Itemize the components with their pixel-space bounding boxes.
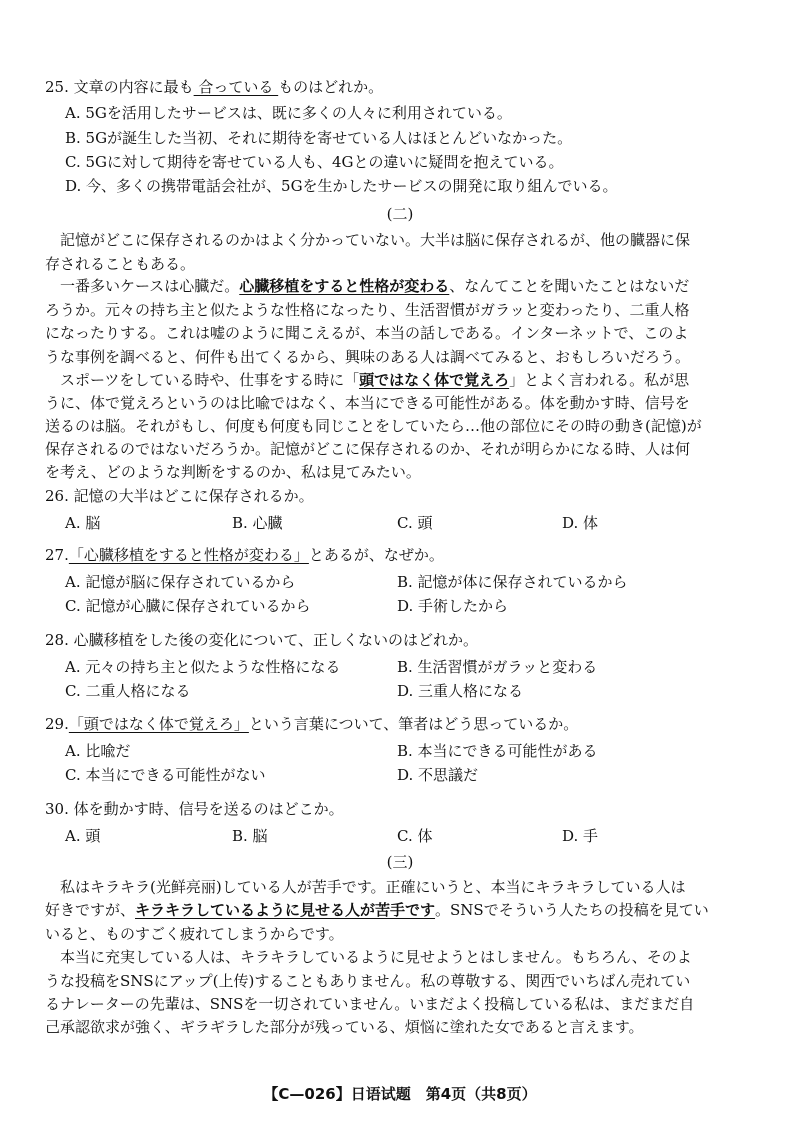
- passage-3-line: うな投稿をSNSにアップ(上传)することもありません。私の尊敬する、関西でいちばん売れてい: [45, 972, 691, 990]
- passage-3-line: 本当に充実している人は、キラキラしているように見せようとはしません。もちろん、そのよ: [60, 948, 692, 966]
- q30-option-a: A. 頭: [65, 827, 101, 845]
- passage-3-line: 私はキラキラ(光鲜亮丽)している人が苦手です。正確にいうと、本当にキラキラしている人は: [60, 878, 686, 896]
- q25-pre: 25. 文章の内容に最も: [45, 78, 194, 96]
- question-25-stem: [45, 76, 383, 98]
- q25-option-a: A. 5Gを活用したサービスは、既に多くの人々に利用されている。: [65, 104, 512, 122]
- question-30-stem: 30. 体を動かす時、信号を送るのはどこか。: [45, 800, 344, 818]
- q26-option-d: D. 体: [562, 514, 599, 532]
- q29-option-c: C. 本当にできる可能性がない: [65, 766, 266, 784]
- passage-2-line: うに、体で覚えろというのは比喩ではなく、本当にできる可能性がある。体を動かす時、信号を: [45, 394, 690, 412]
- q26-option-a: A. 脳: [65, 514, 101, 532]
- passage-2-line: [60, 369, 689, 391]
- underlined-phrase-body: 頭ではなく体で覚えろ: [359, 371, 510, 389]
- section-3-heading: (三): [386, 853, 414, 871]
- q27-option-d: D. 手術したから: [397, 597, 509, 615]
- passage-2-line: になったりする。これは嘘のように聞こえるが、本当の話しである。インターネットで、このよ: [45, 324, 689, 342]
- page-footer: 【C—026】日语试题 第4页（共8页）: [263, 1085, 537, 1103]
- q27-option-a: A. 記憶が脳に保存されているから: [65, 573, 296, 591]
- q25-option-b: B. 5Gが誕生した当初、それに期待を寄せている人はほとんどいなかった。: [65, 129, 573, 147]
- q29-option-a: A. 比喩だ: [65, 742, 131, 760]
- q25-option-d: D. 今、多くの携帯電話会社が、5Gを生かしたサービスの開発に取り組んでいる。: [65, 177, 618, 195]
- section-2-heading: (二): [386, 205, 414, 223]
- q29-option-d: D. 不思議だ: [397, 766, 479, 784]
- passage-2-line: [60, 275, 689, 297]
- passage-text: 。SNSでそういう人たちの投稿を見てい: [435, 901, 709, 919]
- passage-3-line: るナレーターの先輩は、SNSを一切されていません。いまだよく投稿している私は、まだまだ自: [45, 995, 695, 1013]
- passage-2-line: 存されることもある。: [45, 255, 196, 273]
- q27-num: 27.: [45, 546, 69, 564]
- q28-option-d: D. 三重人格になる: [397, 682, 524, 700]
- underlined-phrase-sparkle: キラキラしているように見せる人が苦手です: [135, 901, 436, 919]
- question-26-stem: 26. 記憶の大半はどこに保存されるか。: [45, 487, 314, 505]
- q29-num: 29.: [45, 715, 69, 733]
- q25-option-c: C. 5Gに対して期待を寄せている人も、4Gとの違いに疑問を抱えている。: [65, 153, 564, 171]
- q26-option-c: C. 頭: [397, 514, 433, 532]
- q28-option-b: B. 生活習慣がガラッと変わる: [397, 658, 598, 676]
- passage-text: 、なんてことを聞いたことはないだ: [449, 277, 690, 295]
- passage-2-line: ろうか。元々の持ち主と似たような性格になったり、生活習慣がガラッと変わったり、二重人格: [45, 301, 690, 319]
- q27-option-c: C. 記憶が心臓に保存されているから: [65, 597, 311, 615]
- q26-option-b: B. 心臓: [232, 514, 283, 532]
- passage-2-line: を考え、どのような判断をするのか、私は見てみたい。: [45, 463, 421, 481]
- q30-option-b: B. 脳: [232, 827, 268, 845]
- passage-2-line: 送るのは脳。それがもし、何度も何度も同じことをしていたら…他の部位にその時の動き(記憶)が: [45, 417, 702, 435]
- q30-option-d: D. 手: [562, 827, 599, 845]
- question-29-stem: [45, 713, 578, 735]
- q28-option-a: A. 元々の持ち主と似たような性格になる: [65, 658, 341, 676]
- q29-post: という言葉について、筆者はどう思っているか。: [248, 715, 579, 733]
- passage-3-line: [45, 899, 709, 921]
- passage-2-line: 保存されるのではないだろうか。記憶がどこに保存されるのか、それが明らかになる時、人は何: [45, 440, 691, 458]
- passage-3-line: いると、ものすごく疲れてしまうからです。: [45, 925, 344, 943]
- q25-post: ものはどれか。: [278, 78, 384, 96]
- passage-2-line: 記憶がどこに保存されるのかはよく分かっていない。大半は脳に保存されるが、他の臓器に保: [60, 231, 691, 249]
- passage-text: 」とよく言われる。私が思: [509, 371, 690, 389]
- passage-text: 好きですが、: [45, 901, 136, 919]
- passage-3-line: 己承認欲求が強く、ギラギラした部分が残っている、煩悩に塗れた女であると言えます。: [45, 1018, 644, 1036]
- q25-underlined: 合っている: [193, 78, 279, 96]
- q27-post: とあるが、なぜか。: [308, 546, 444, 564]
- underlined-phrase-heart: 心臓移植をすると性格が変わる: [239, 277, 450, 295]
- question-27-stem: [45, 544, 444, 566]
- passage-2-line: うな事例を調べると、何件も出てくるから、興味のある人は調べてみると、おもしろいだろう。: [45, 348, 691, 366]
- q28-option-c: C. 二重人格になる: [65, 682, 191, 700]
- question-28-stem: 28. 心臓移植をした後の変化について、正しくないのはどれか。: [45, 631, 479, 649]
- passage-text: 一番多いケースは心臓だ。: [60, 277, 240, 295]
- q29-underlined: 「頭ではなく体で覚えろ」: [68, 715, 249, 733]
- q27-option-b: B. 記憶が体に保存されているから: [397, 573, 628, 591]
- passage-text: スポーツをしている時や、仕事をする時に「: [60, 371, 360, 389]
- q30-option-c: C. 体: [397, 827, 433, 845]
- q27-underlined: 「心臓移植をすると性格が変わる」: [68, 546, 309, 564]
- q29-option-b: B. 本当にできる可能性がある: [397, 742, 598, 760]
